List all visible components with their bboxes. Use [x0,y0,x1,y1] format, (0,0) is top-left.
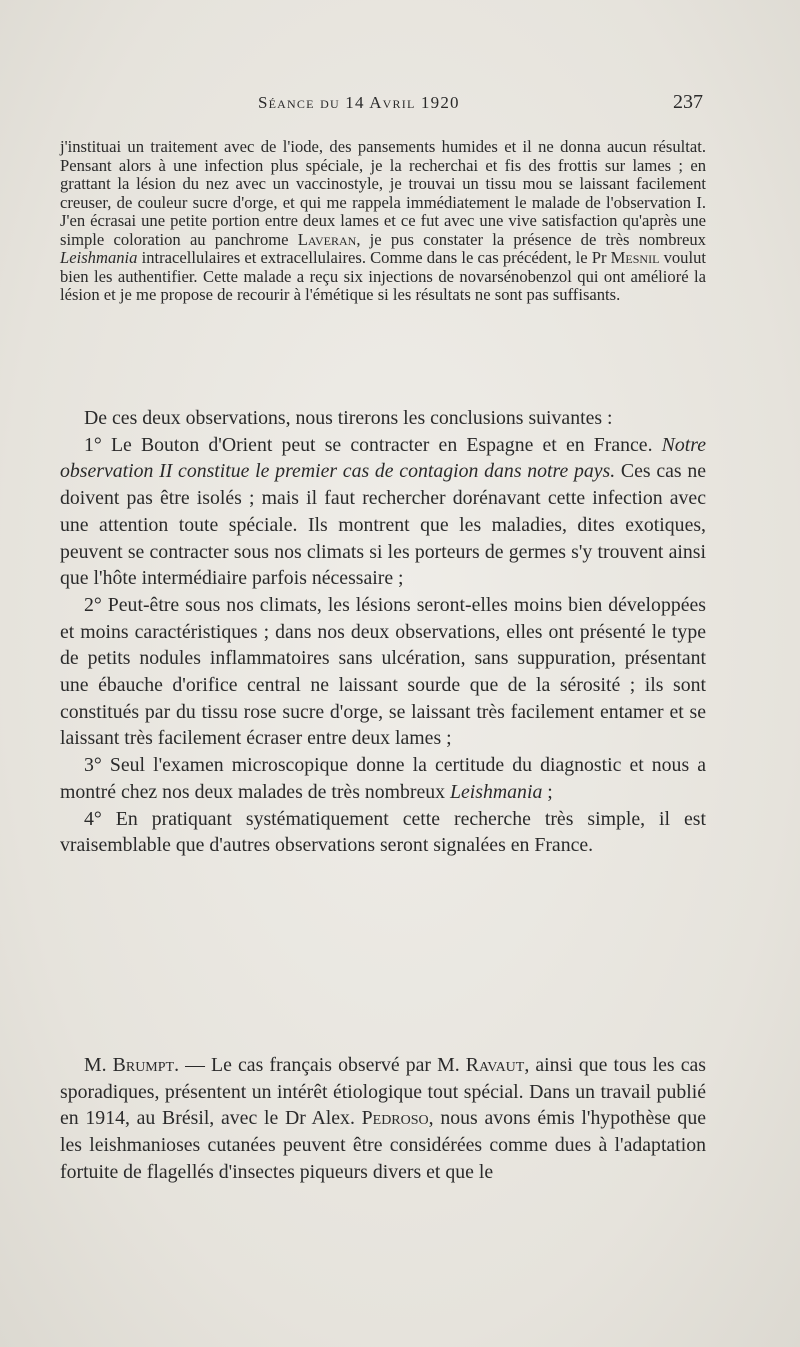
paragraph-text [60,138,706,305]
running-title: Séance du 14 Avril 1920 [258,93,460,112]
author-name-pedroso: Pedroso [361,1107,429,1130]
paragraph-conclusion-4: 4° En pratiquant systématiquement cette recherche très simple, il est vraisemblable que d'autres observations seront signalées en France. [60,807,706,857]
paragraph-conclusion-3 [60,752,706,805]
paragraph-conclusions-intro: De ces deux observations, nous tirerons les conclusions suivantes : [84,407,613,429]
taxon-name: Leishmania [450,780,543,803]
author-name-laveran: Laveran [297,229,357,249]
text-run: , nous avons émis l'hypothèse que les leishmanioses cutanées peuvent être considérées comme dues à l'adaptation fortuite de flagellés d'insectes piqueurs divers et que le [60,1107,706,1183]
paragraph-brumpt-comment [60,1052,706,1186]
text-run: 1° Le Bouton d'Orient peut se contracter en Espagne et en France. [84,433,662,456]
page-number: 237 [673,91,703,113]
author-name-mesnil: Mesnil [610,248,660,267]
text-run: , je pus constater la présence de très nombreux [356,229,706,249]
text-run: j'instituai un traitement avec de l'iode, des pansements humides et il ne donna aucun résultat. Pensant alors à une infection plus spéciale, je la recherchai et fis des frottis sur lames ; en grattant la lésion du nez avec un vaccinostyle, je trouvai un tissu mou se laissant facilement creuser, de couleur sucre d'orge, et qui me rappela immédiatement le malade de l'observation I. J'en écrasai une petite portion entre deux lames et ce fut avec une vive satisfaction qu'après une simple coloration au panchrome [60,137,706,249]
paragraph-conclusion-2: 2° Peut-être sous nos climats, les lésions seront-elles moins bien développées et moins caractéristiques ; dans nos deux observations, elles ont présenté le type de petits nodules inflammatoires sans ulcération, sans suppuration, présentant une ébauche d'orifice central ne laissant sourde que de la sérosité ; ils sont constitués par du tissu rose sucre d'orge, se laissant très facilement entamer et se laissant très facilement écraser entre deux lames ; [60,593,706,750]
text-run: , ainsi que tous les cas sporadiques, présentent un intérêt étiologique tout spécial. Dans un travail publié en 1914, au Brésil, avec le Dr Alex. [60,1054,706,1130]
paragraph-observation-end [60,138,706,305]
emphasis-text: Notre observation II constitue le premier cas de contagion dans notre pays. [60,433,706,483]
page-header [0,93,800,123]
text-run: ; [542,780,553,803]
text-run: Ces cas ne doivent pas être isolés ; mais il faut rechercher dorénavant cette infection avec une attention toute spéciale. Ils montrent que les maladies, dites exotiques, peuvent se contracter sous nos climats si les porteurs de germes s'y trouvent ainsi que l'hôte intermédiaire parfois nécessaire ; [60,460,706,590]
author-name-ravaut: Ravaut [465,1054,525,1076]
text-run: M. [84,1054,113,1076]
text-run: voulut bien les authentifier. Cette malade a reçu six injections de novarsénobenzol qui ont amélioré la lésion et je me propose de recourir à l'émétique si les résultats ne sont pas suffisants. [60,248,706,304]
paragraph-conclusion-1 [60,432,706,592]
text-run: intracellulaires et extracellulaires. Comme dans le cas précédent, le Pr [137,248,611,267]
text-run: . — Le cas français observé par M. [174,1054,466,1076]
taxon-name: Leishmania [60,248,138,267]
conclusions-section [60,405,706,859]
text-run: 3° Seul l'examen microscopique donne la certitude du diagnostic et nous a montré chez nos deux malades de très nombreux [60,754,706,803]
speaker-name-brumpt: Brumpt [112,1054,175,1076]
discussion-section [60,1052,706,1186]
